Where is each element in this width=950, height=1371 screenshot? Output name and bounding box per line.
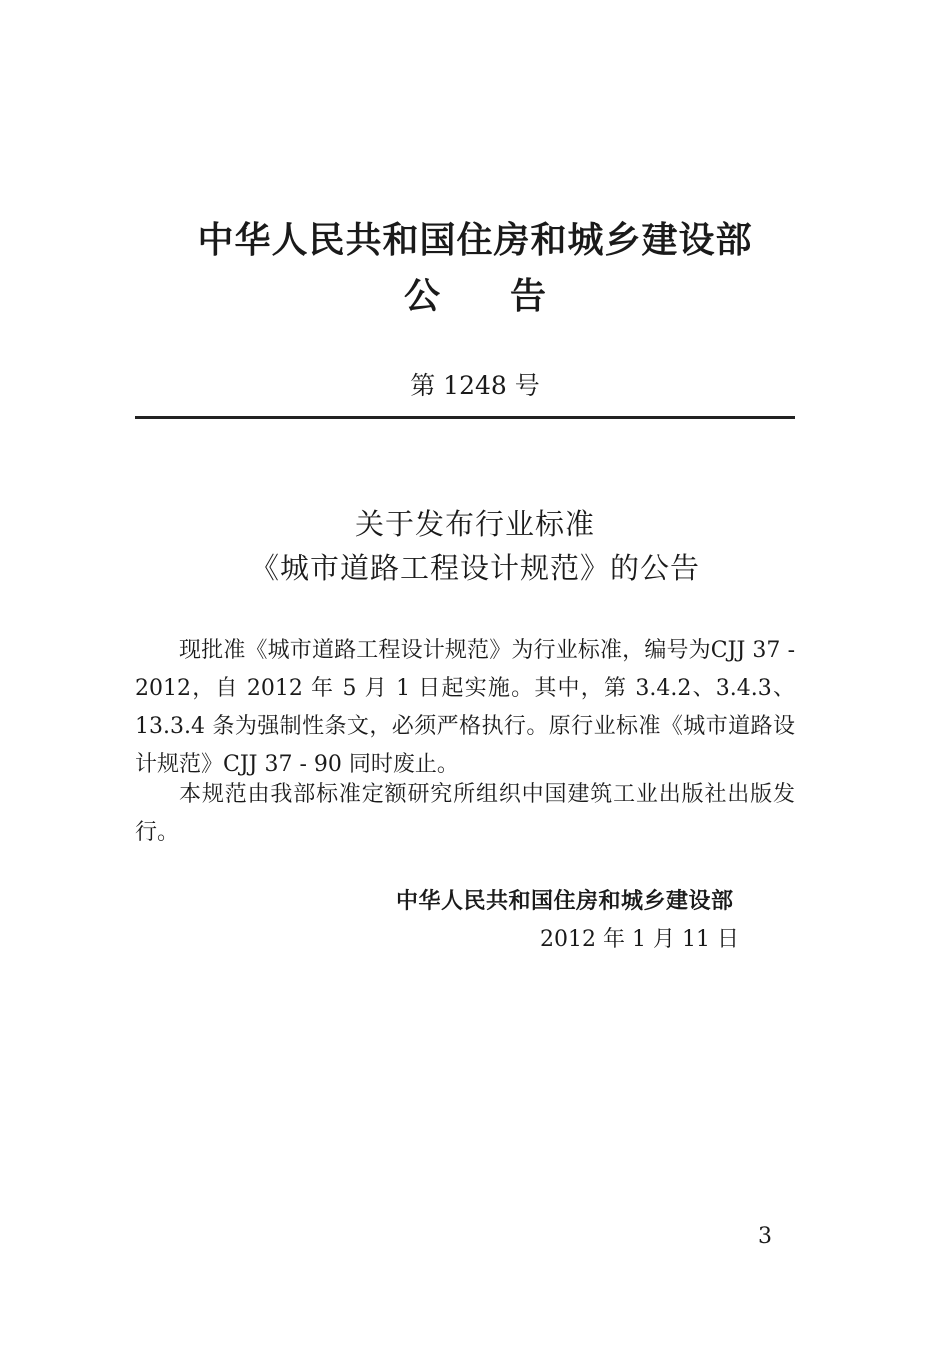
announcement-title-line-2: 《城市道路工程设计规范》的公告 bbox=[249, 551, 700, 585]
issuer-heading: 中华人民共和国住房和城乡建设部 bbox=[197, 219, 753, 261]
body-paragraph-2: 本规范由我部标准定额研究所组织中国建筑工业出版社出版发行。 bbox=[135, 782, 795, 845]
announcement-title-line-1: 关于发布行业标准 bbox=[354, 507, 595, 541]
notice-number: 第 1248 号 bbox=[410, 371, 540, 400]
signature-organization: 中华人民共和国住房和城乡建设部 bbox=[396, 888, 734, 914]
notice-label: 公告 bbox=[403, 275, 616, 317]
signature-date: 2012 年 1 月 11 日 bbox=[540, 927, 739, 952]
header-divider bbox=[135, 416, 795, 419]
page-number: 3 bbox=[758, 1224, 772, 1249]
body-paragraph-1: 现批准《城市道路工程设计规范》为行业标准，编号为CJJ 37 - 2012，自 2012 年 5 月 1 日起实施。其中，第 3.4.2、3.4.3、13.3.4 条为强制性条文，必须严格执行。原行业标准《城市道路设计规范》CJJ 37 - 90 同时废止。 bbox=[135, 638, 795, 777]
